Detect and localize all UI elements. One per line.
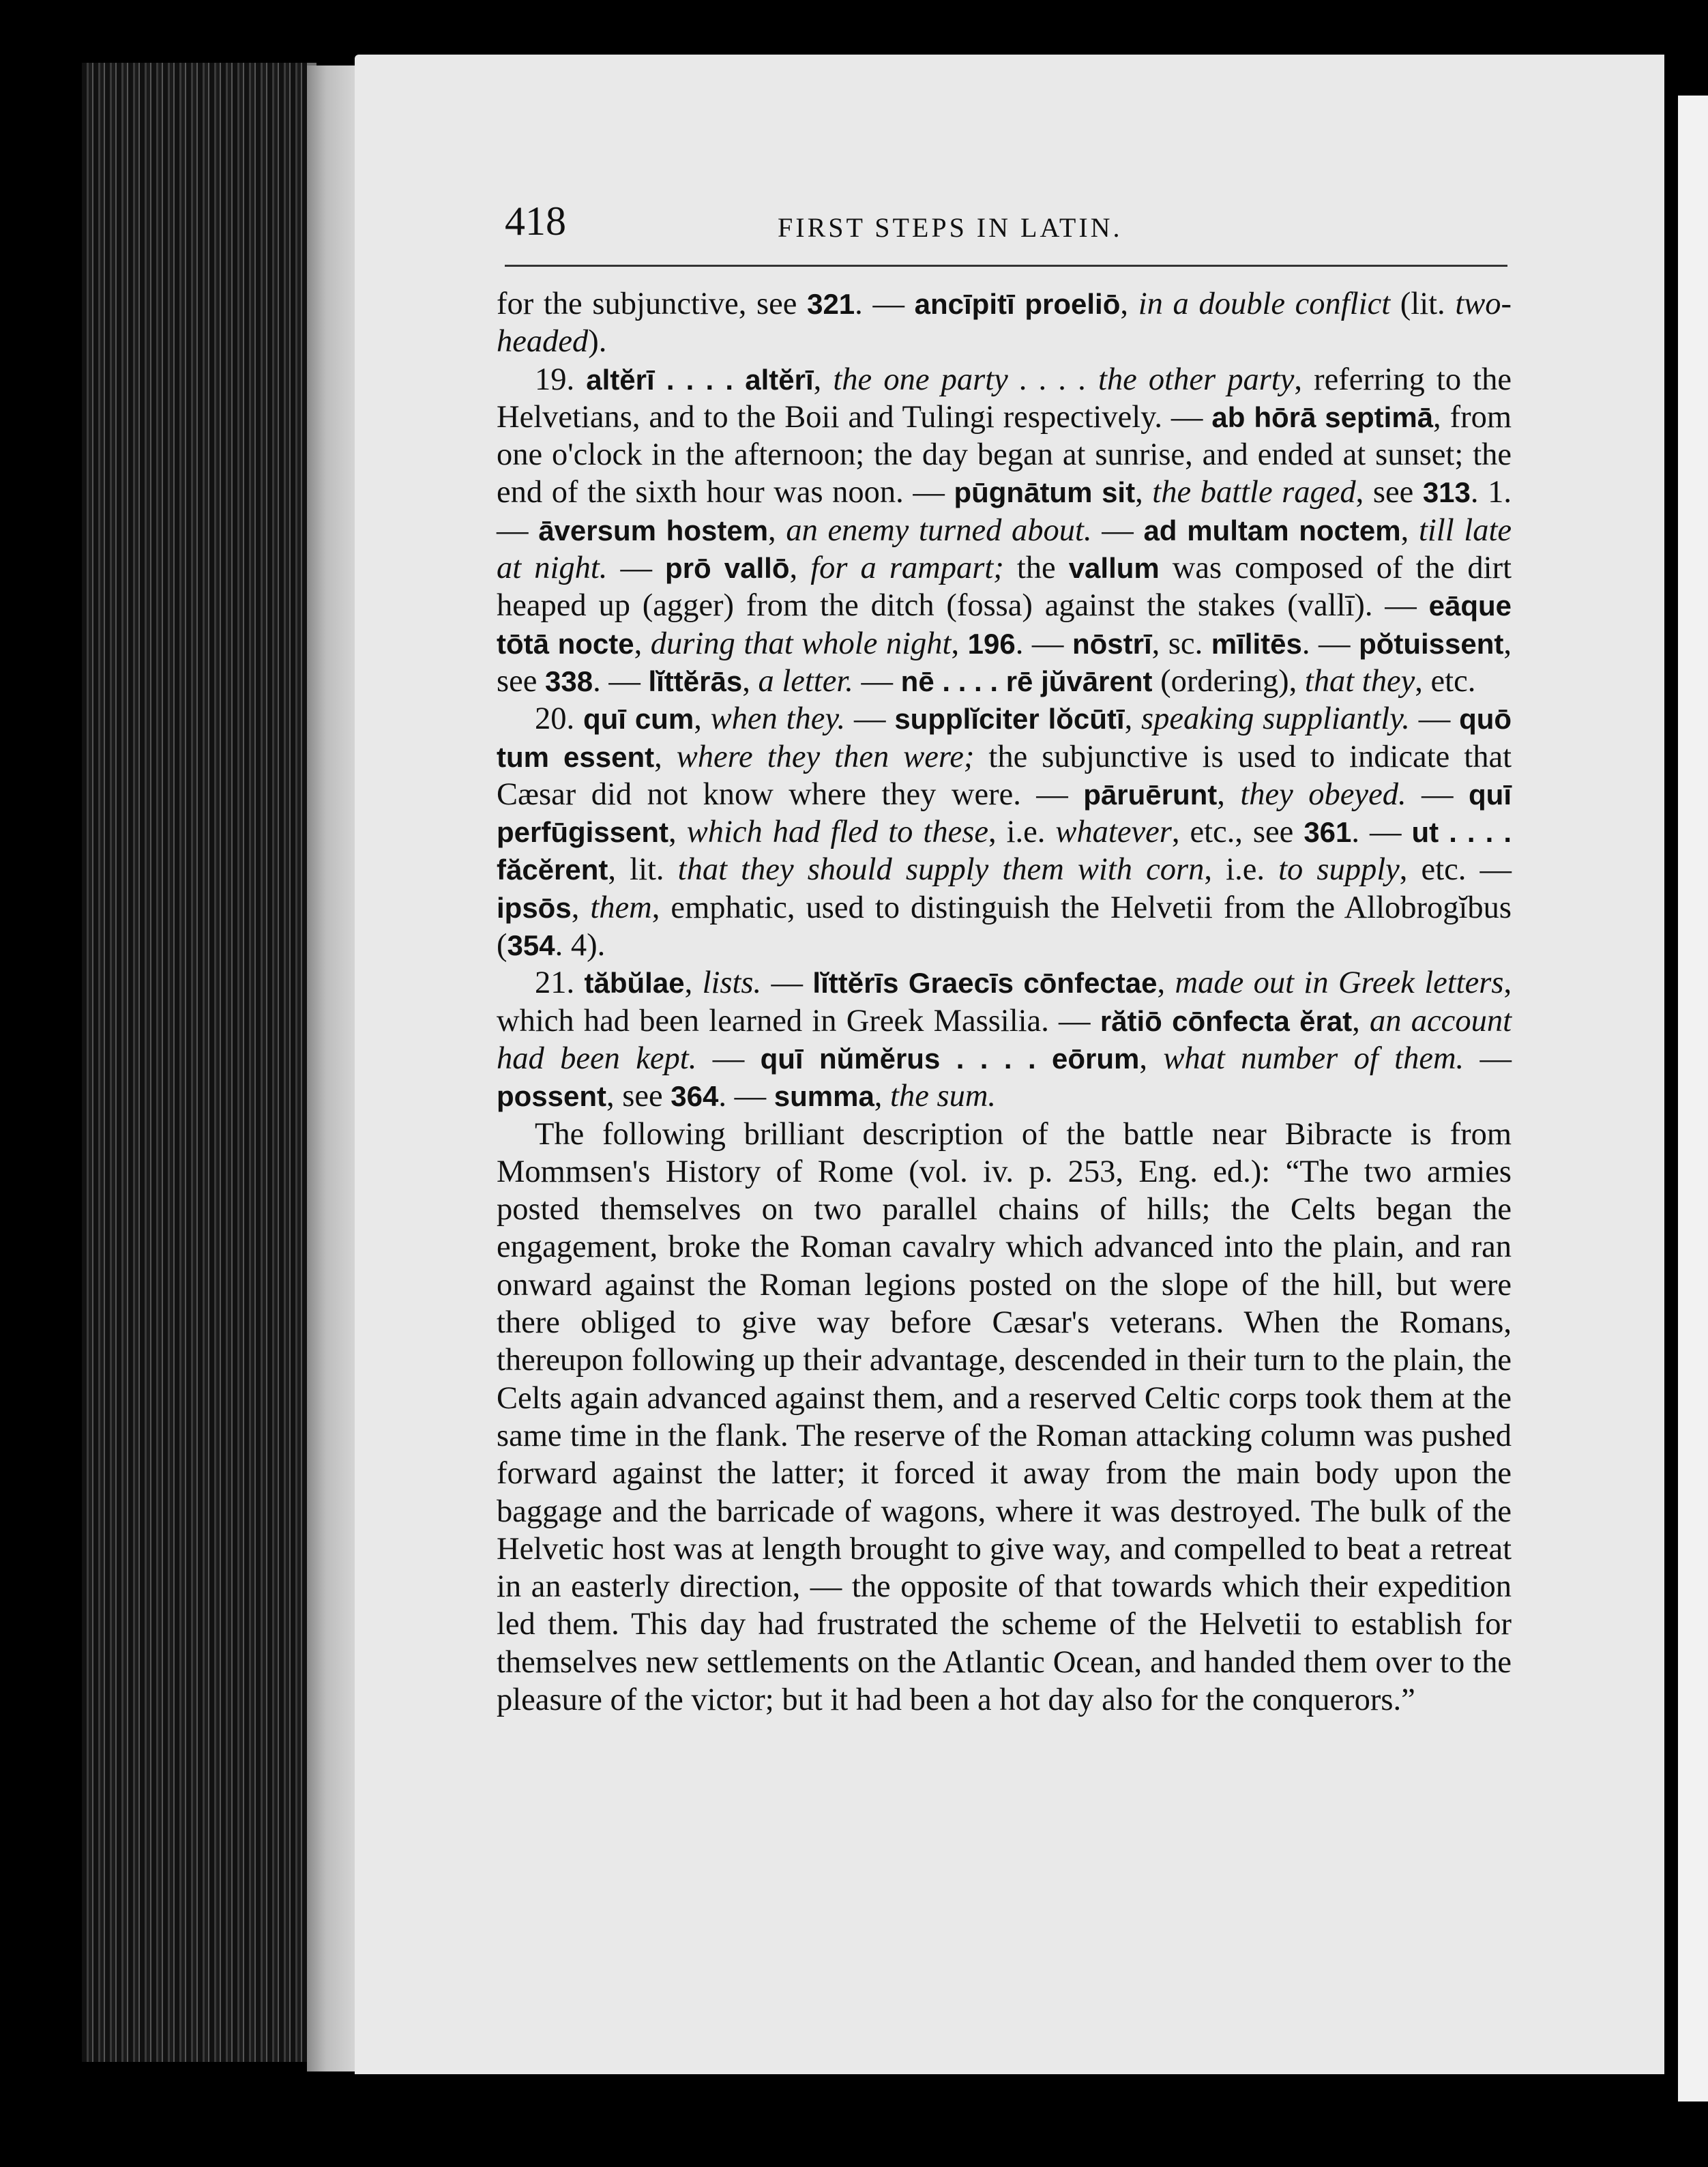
latin-term: ancīpitī proeliō [914, 288, 1121, 320]
paragraph [497, 1116, 1512, 1719]
translation-text: a letter. [758, 663, 853, 699]
body-text: . — [593, 663, 649, 699]
translation-text: which had fled to these [686, 815, 988, 850]
translation-text: during that whole night [650, 626, 952, 661]
latin-term: 313 [1422, 476, 1471, 509]
latin-term: tăbŭlae [584, 967, 685, 1000]
paragraph [497, 285, 1512, 361]
body-text: . — [855, 287, 915, 321]
body-text: , [668, 815, 687, 850]
latin-term: summa [774, 1080, 874, 1113]
header-rule [505, 265, 1507, 267]
body-text: the subjunctive is used to indicate that Cæsar did not know where they were. — [497, 739, 1512, 812]
latin-term: ad multam noctem [1143, 514, 1401, 547]
translation-text: for a rampart; [810, 551, 1004, 586]
latin-term: 361 [1304, 816, 1352, 849]
translation-text: till late at night. [497, 512, 1512, 586]
translation-text: the one party . . . . the other party [833, 362, 1295, 397]
body-text: , emphatic, used to distinguish the Helvetii from the Allobrogĭbus ( [497, 890, 1512, 963]
page-header [505, 198, 1507, 252]
body-text: , see [1355, 475, 1423, 510]
body-text: , etc. — [1399, 852, 1512, 888]
body-text: , [1157, 965, 1175, 1001]
translation-text: the battle raged [1152, 475, 1356, 510]
translation-text: that they [1304, 663, 1415, 699]
body-text: , [571, 890, 591, 925]
body-text: , which had been learned in Greek Massilia. — [497, 965, 1512, 1038]
body-text: , etc., see [1171, 815, 1304, 850]
body-text: , i.e. [1204, 852, 1279, 888]
latin-term: pūgnātum sit [954, 476, 1136, 509]
body-text: was composed of the dirt heaped up (agger) from the ditch (fossa) against the stakes (vallī). — [497, 551, 1512, 624]
latin-term: pāruērunt [1083, 778, 1218, 811]
latin-term: quī perfūgissent [497, 778, 1512, 849]
paragraph [497, 361, 1512, 701]
gutter-shadow [1664, 55, 1678, 2074]
body-text: the [1003, 551, 1069, 586]
paragraph [497, 964, 1512, 1115]
body-text: , see [606, 1079, 671, 1114]
latin-term: nē . . . . rē jŭvārent [900, 665, 1153, 697]
body-text: . — [718, 1079, 774, 1114]
translation-text: made out in Greek letters [1175, 965, 1504, 1001]
body-text: , [951, 626, 968, 661]
body-text: — [696, 1041, 761, 1076]
page-curl-shadow [307, 66, 355, 2071]
body-text: , [654, 739, 677, 774]
latin-term: 321 [807, 288, 855, 320]
latin-term: āversum hostem [538, 514, 769, 547]
body-text: , [742, 663, 759, 699]
translation-text: that they should supply them with corn [677, 852, 1205, 888]
body-text: , [874, 1079, 891, 1114]
latin-term: lĭttĕrīs Graecīs cōnfectae [812, 967, 1158, 1000]
body-text: . 1. — [497, 475, 1512, 548]
paragraph [497, 700, 1512, 964]
running-title: FIRST STEPS IN LATIN. [778, 212, 1123, 243]
translation-text: them [590, 890, 652, 925]
body-text: , [684, 965, 703, 1001]
body-text: The following brilliant description of the battle near Bibracte is from Mommsen's History of Rome (vol. iv. p. 253, Eng. ed.): “The two armies posted themselves on two parallel chains of hills; the Celts began the engagement, broke the Roman cavalry which advanced into the plain, and ran onward against the Roman legions posted on the slope of the hill, but were there obliged to give way before Cæsar's veterans. When the Romans, thereupon following up their advantage, descended in their turn to the plain, the Celts again advanced against them, and a reserved Celtic corps took them at the same time in the flank. The reserve of the Roman attacking column was pushed forward against the latter; it forced it away from the main body upon the baggage and the barricade of wagons, where it was destroyed. The bulk of the Helvetic host was at length brought to give way, and compelled to beat a retreat in an easterly direction, — the opposite of that towards which their expedition led them. This day had frustrated the scheme of the Helvetii to establish for themselves new settlements on the Atlantic Ocean, and handed them over to the pleasure of the victor; but it had been a hot day also for the conquerors.” [497, 1116, 1512, 1717]
body-text: , [1120, 287, 1138, 321]
body-text: , referring to the Helvetians, and to the Boii and Tulingi respectively. — [497, 362, 1512, 435]
latin-term: possent [497, 1080, 607, 1113]
body-text: , [1124, 701, 1142, 737]
latin-term: quō tum essent [497, 703, 1512, 773]
translation-text: to supply [1278, 852, 1400, 888]
body-text: 20. [535, 701, 583, 737]
body-text: , [1400, 512, 1419, 548]
body-text: — [1409, 701, 1460, 737]
latin-term: quī cum [583, 703, 694, 736]
body-text: . — [1301, 626, 1359, 661]
translation-text: the sum. [890, 1079, 997, 1114]
body-text: — [845, 701, 895, 737]
page-number: 418 [505, 199, 566, 244]
translation-text: speaking suppliantly. [1141, 701, 1410, 737]
body-text: , [634, 626, 651, 661]
latin-term: supplĭciter lŏcūtī [894, 703, 1125, 736]
translation-text: when they. [710, 701, 846, 737]
latin-term: vallum [1068, 552, 1160, 585]
latin-term: ut . . . . făcĕrent [497, 816, 1512, 886]
body-text: — [1464, 1041, 1512, 1076]
translation-text: lists. [702, 965, 762, 1001]
body-text: , [768, 512, 786, 548]
latin-term: altĕrī . . . . altĕrī [586, 363, 814, 396]
latin-term: mīlitēs [1211, 627, 1302, 660]
body-text: — [853, 663, 901, 699]
latin-term: 338 [545, 665, 593, 697]
body-text: , sc. [1151, 626, 1211, 661]
latin-term: lĭttĕrās [648, 665, 743, 697]
body-text: , lit. [608, 852, 678, 888]
latin-term: nōstrī [1072, 627, 1152, 660]
body-text: , [1217, 776, 1241, 812]
latin-term: prō vallō [665, 552, 790, 585]
body-text: for the subjunctive, see [497, 287, 808, 321]
body-text: — [761, 965, 813, 1001]
translation-text: what number of them. [1163, 1041, 1464, 1076]
body-text: . — [1015, 626, 1072, 661]
latin-term: 196 [967, 627, 1016, 660]
body-text: 21. [535, 965, 585, 1001]
body-text: . 4). [555, 928, 606, 963]
latin-term: 364 [671, 1080, 719, 1113]
translation-text: they obeyed. [1240, 776, 1407, 812]
translation-text: where they then were; [676, 739, 975, 774]
body-text: , [1139, 1041, 1164, 1076]
book-page-edges [82, 63, 316, 2062]
latin-term: ab hōrā septimā [1211, 401, 1434, 433]
latin-term: 354 [507, 929, 555, 962]
body-text: ). [588, 324, 607, 360]
latin-term: rătiō cōnfecta ĕrat [1100, 1004, 1353, 1037]
body-text: — [607, 551, 666, 586]
translation-text: an account had been kept. [497, 1003, 1512, 1076]
translation-text: whatever [1055, 815, 1172, 850]
latin-term: quī nŭmĕrus . . . . eōrum [760, 1042, 1140, 1075]
body-text: — [1406, 776, 1469, 812]
latin-term: eāque tōtā nocte [497, 590, 1512, 660]
translation-text: in a double conflict [1138, 287, 1391, 321]
body-text: , [813, 362, 834, 397]
latin-term: ipsōs [497, 891, 572, 924]
latin-term: pŏtuissent [1359, 627, 1504, 660]
body-text: (lit. [1390, 287, 1456, 321]
translation-text: two-headed [497, 287, 1512, 360]
body-text: , [694, 701, 711, 737]
body-text: , [789, 551, 811, 586]
page-body [497, 285, 1512, 1719]
body-text: 19. [535, 362, 587, 397]
body-text: , etc. [1415, 663, 1476, 699]
body-text: , from one o'clock in the afternoon; the day began at sunrise, and ended at sunset; the end of the sixth hour was noon. — [497, 399, 1512, 510]
body-text: . — [1351, 815, 1412, 850]
translation-text: an enemy turned about. [786, 512, 1092, 548]
body-text: , [1352, 1003, 1370, 1038]
body-text: , i.e. [988, 815, 1056, 850]
body-text: , see [497, 626, 1512, 699]
body-text: , [1135, 475, 1153, 510]
body-text: — [1091, 512, 1144, 548]
facing-page-edge [1678, 96, 1708, 2101]
body-text: (ordering), [1152, 663, 1305, 699]
